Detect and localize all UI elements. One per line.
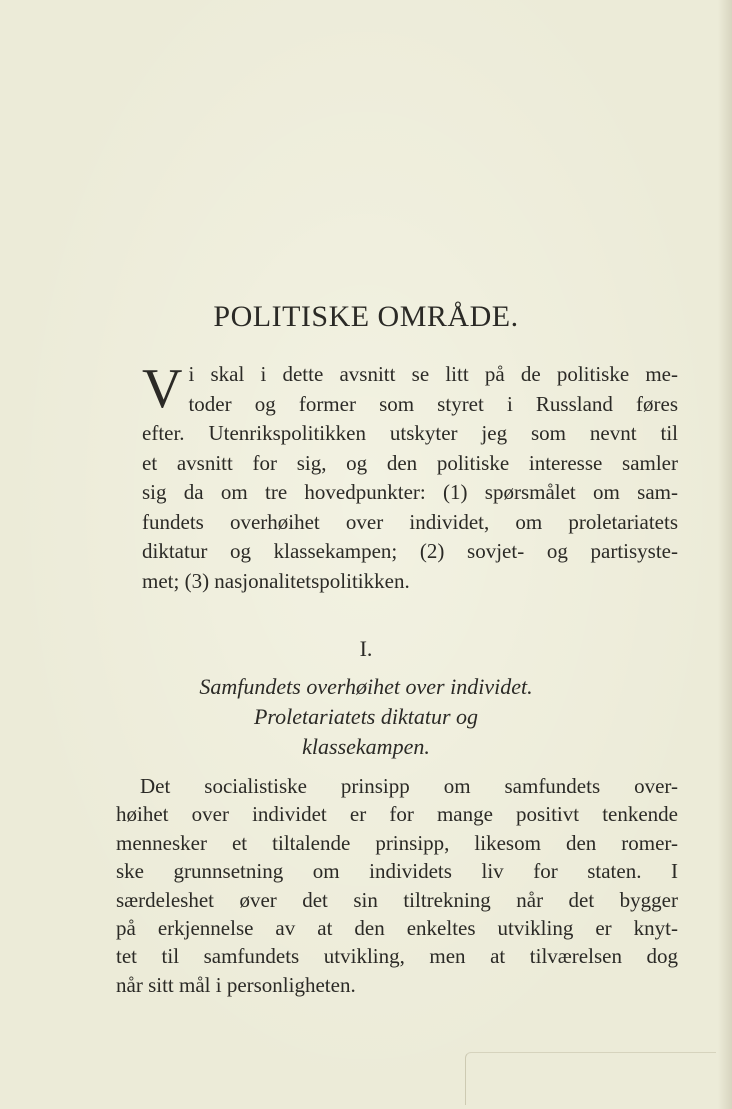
body-line: særdeleshet øver det sin tiltrekning når det bygger xyxy=(116,887,678,912)
intro-line: i skal i dette avsnitt se litt på de politiske me- xyxy=(188,362,678,386)
body-line: ske grunnsetning om individets liv for staten. I xyxy=(116,859,678,884)
body-line: mennesker et tiltalende prinsipp, likesom den romer- xyxy=(116,830,678,855)
body-line: på erkjennelse av at den enkeltes utvikling er knyt- xyxy=(116,916,678,941)
intro-line: diktatur og klassekampen; (2) sovjet- og partisyste- xyxy=(142,539,678,563)
intro-line: toder og former som styret i Russland føres xyxy=(188,391,678,416)
intro-line: fundets overhøihet over individet, om proletariatets xyxy=(142,509,678,534)
section-heading xyxy=(0,672,732,762)
intro-line: et avsnitt for sig, og den politiske interesse samler xyxy=(142,450,678,475)
body-line: når sitt mål i personligheten. xyxy=(116,972,356,997)
page-fold-mark xyxy=(465,1052,716,1105)
section-heading-line: Samfundets overhøihet over individet. xyxy=(199,674,533,699)
body-paragraph xyxy=(116,772,678,999)
intro-paragraph xyxy=(142,360,678,596)
section-heading-line: klassekampen. xyxy=(302,734,430,759)
body-line: høihet over individet er for mange positivt tenkende xyxy=(116,802,678,827)
section-number: I. xyxy=(359,636,373,661)
body-line: tet til samfundets utvikling, men at tilværelsen dog xyxy=(116,944,678,969)
section-heading-line: Proletariatets diktatur og xyxy=(253,704,479,729)
body-line: Det socialistiske prinsipp om samfundets over- xyxy=(140,774,678,798)
intro-line: efter. Utenrikspolitikken utskyter jeg som nevnt til xyxy=(142,421,678,445)
intro-line: met; (3) nasjonalitetspolitikken. xyxy=(142,568,410,593)
intro-line: sig da om tre hovedpunkter: (1) spørsmålet om sam- xyxy=(142,480,678,504)
page-spine-shadow xyxy=(718,0,732,1109)
chapter-title: POLITISKE OMRÅDE. xyxy=(213,300,519,333)
drop-cap: V xyxy=(142,358,183,420)
